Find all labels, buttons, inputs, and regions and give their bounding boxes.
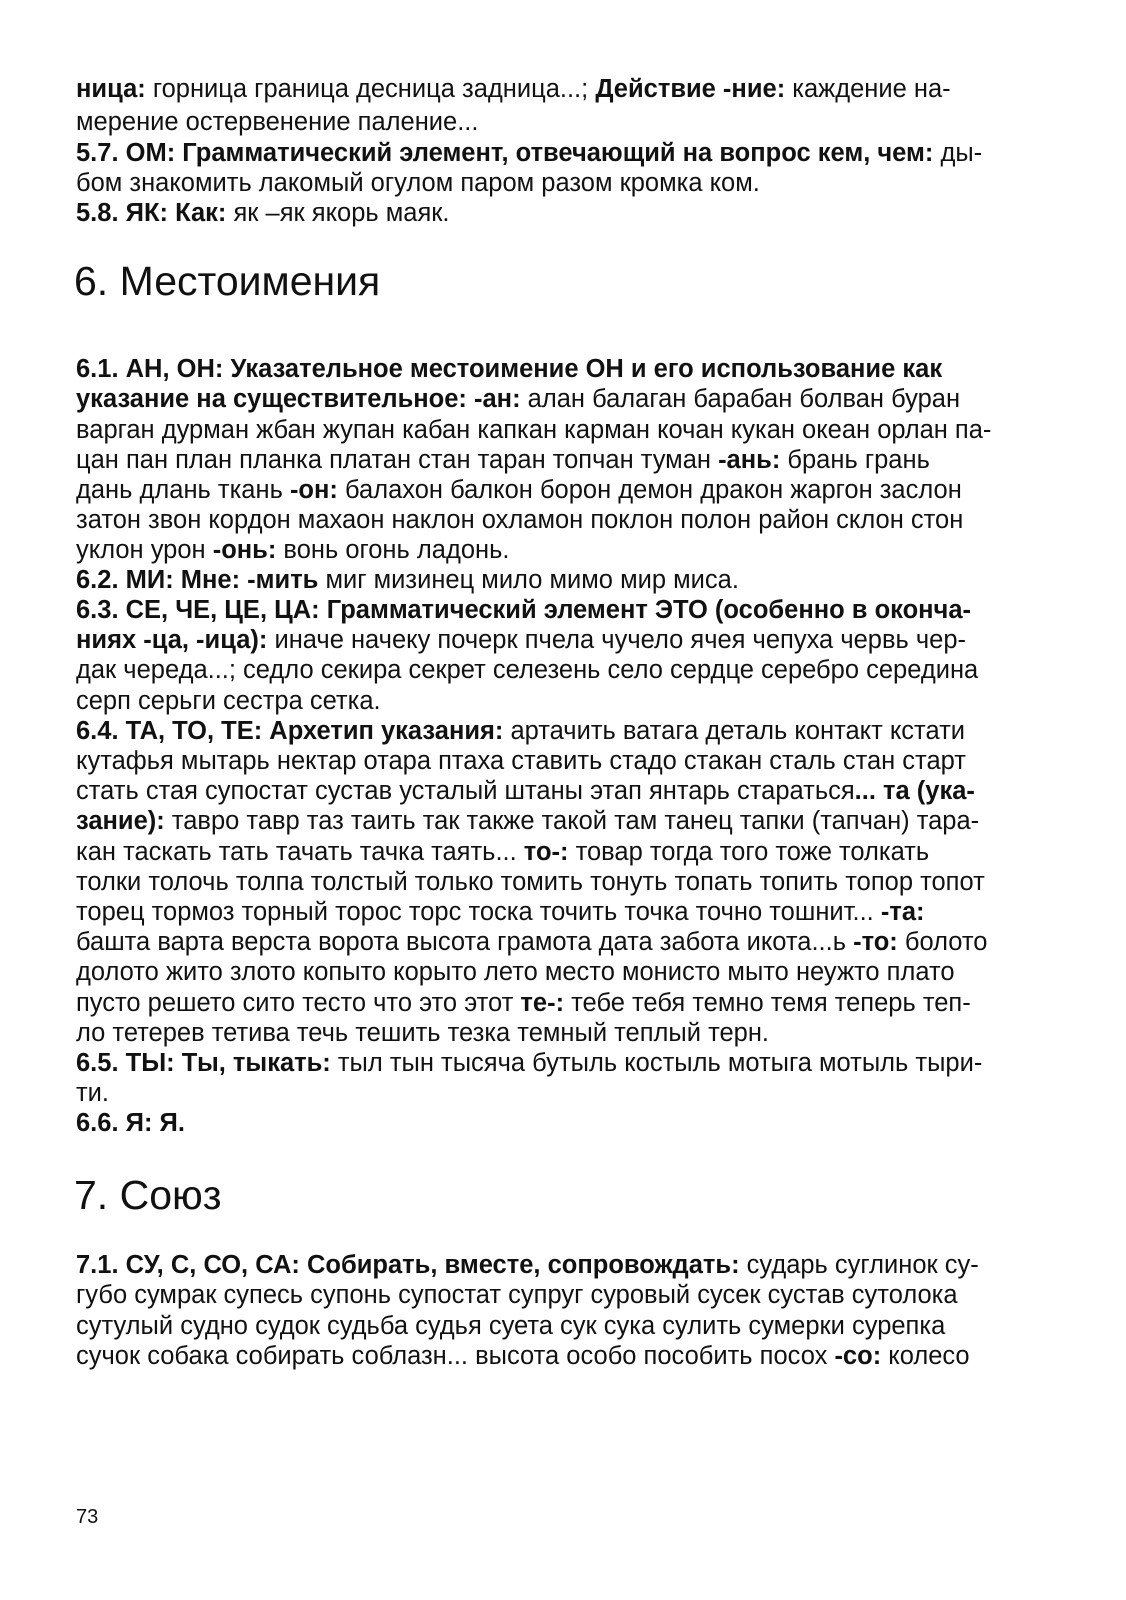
section-heading: 6. Местоимения: [74, 258, 381, 304]
text-line: башта варта верста ворота высота грамота дата забота икота...ь -то: болото: [76, 928, 988, 956]
text-line: 5.7. ОМ: Грамматический элемент, отвечающий на вопрос кем, чем: ды-: [76, 139, 983, 167]
text-line: долото жито злото копыто корыто лето место монисто мыто неужто плато: [76, 958, 955, 986]
text-line: дак череда...; седло секира секрет селезень село сердце серебро середина: [76, 656, 979, 684]
text-line: ница: горница граница десница задница...; Действие -ние: каждение на-: [76, 75, 951, 103]
text-line: 6.1. АН, ОН: Указательное местоимение ОН и его использование как: [76, 355, 943, 383]
page-number: 73: [76, 1506, 99, 1528]
text-line: сучок собака собирать соблазн... высота особо пособить посох -со: колесо: [76, 1342, 970, 1370]
text-line: кан таскать тать тачать тачка таять... то-: товар тогда того тоже толкать: [76, 838, 930, 866]
text-line: мерение остервенение паление...: [76, 108, 479, 136]
text-line: затон звон кордон махаон наклон охламон поклон полон район склон стон: [76, 506, 964, 534]
text-line: торец тормоз торный торос торс тоска точить точка точно тошнит... -та:: [76, 898, 925, 926]
text-line: ти.: [76, 1079, 110, 1107]
text-line: цан пан план планка платан стан таран топчан туман -ань: брань грань: [76, 446, 930, 474]
text-line: уклон урон -онь: вонь огонь ладонь.: [76, 536, 510, 564]
text-line: стать стая супостат сустав усталый штаны этап янтарь стараться... та (ука-: [76, 777, 975, 805]
text-line: бом знакомить лакомый огулом паром разом кромка ком.: [76, 169, 760, 197]
text-line: серп серьги сестра сетка.: [76, 687, 381, 715]
text-line: ниях -ца, -ица): иначе начеку почерк пчела чучело ячея чепуха червь чер-: [76, 626, 967, 654]
text-line: 6.3. СЕ, ЧЕ, ЦЕ, ЦА: Грамматический элемент ЭТО (особенно в оконча-: [76, 596, 972, 624]
text-line: варган дурман жбан жупан кабан капкан карман кочан кукан океан орлан па-: [76, 416, 992, 444]
text-line: 6.4. ТА, ТО, ТЕ: Архетип указания: артачить ватага деталь контакт кстати: [76, 717, 965, 745]
text-line: ло тетерев тетива течь тешить тезка темный теплый терн.: [76, 1019, 769, 1047]
text-line: указание на существительное: -ан: алан балаган барабан болван буран: [76, 385, 961, 413]
text-line: 6.5. ТЫ: Ты, тыкать: тыл тын тысяча бутыль костыль мотыга мотыль тыри-: [76, 1049, 983, 1077]
section-heading: 7. Союз: [74, 1172, 222, 1218]
text-line: 5.8. ЯК: Как: як –як якорь маяк.: [76, 199, 450, 227]
text-line: кутафья мытарь нектар отара птаха ставить стадо стакан сталь стан старт: [76, 747, 966, 775]
text-line: толки толочь толпа толстый только томить тонуть топать топить топор топот: [76, 868, 985, 896]
text-line: сутулый судно судок судьба судья суета сук сука сулить сумерки сурепка: [76, 1312, 946, 1340]
text-line: дань длань ткань -он: балахон балкон борон демон дракон жаргон заслон: [76, 476, 962, 504]
text-line: зание): тавро тавр таз таить так также такой там танец тапки (тапчан) тара-: [76, 807, 980, 835]
text-line: губо сумрак супесь супонь супостат супруг суровый сусек сустав сутолока: [76, 1281, 958, 1309]
text-line: 6.6. Я: Я.: [76, 1109, 185, 1137]
text-line: пусто решето сито тесто что это этот те-: тебе тебя темно темя теперь теп-: [76, 989, 971, 1017]
text-line: 6.2. МИ: Мне: -мить миг мизинец мило мимо мир миса.: [76, 566, 739, 594]
text-line: 7.1. СУ, С, СО, СА: Собирать, вместе, сопровождать: сударь суглинок су-: [76, 1251, 979, 1279]
